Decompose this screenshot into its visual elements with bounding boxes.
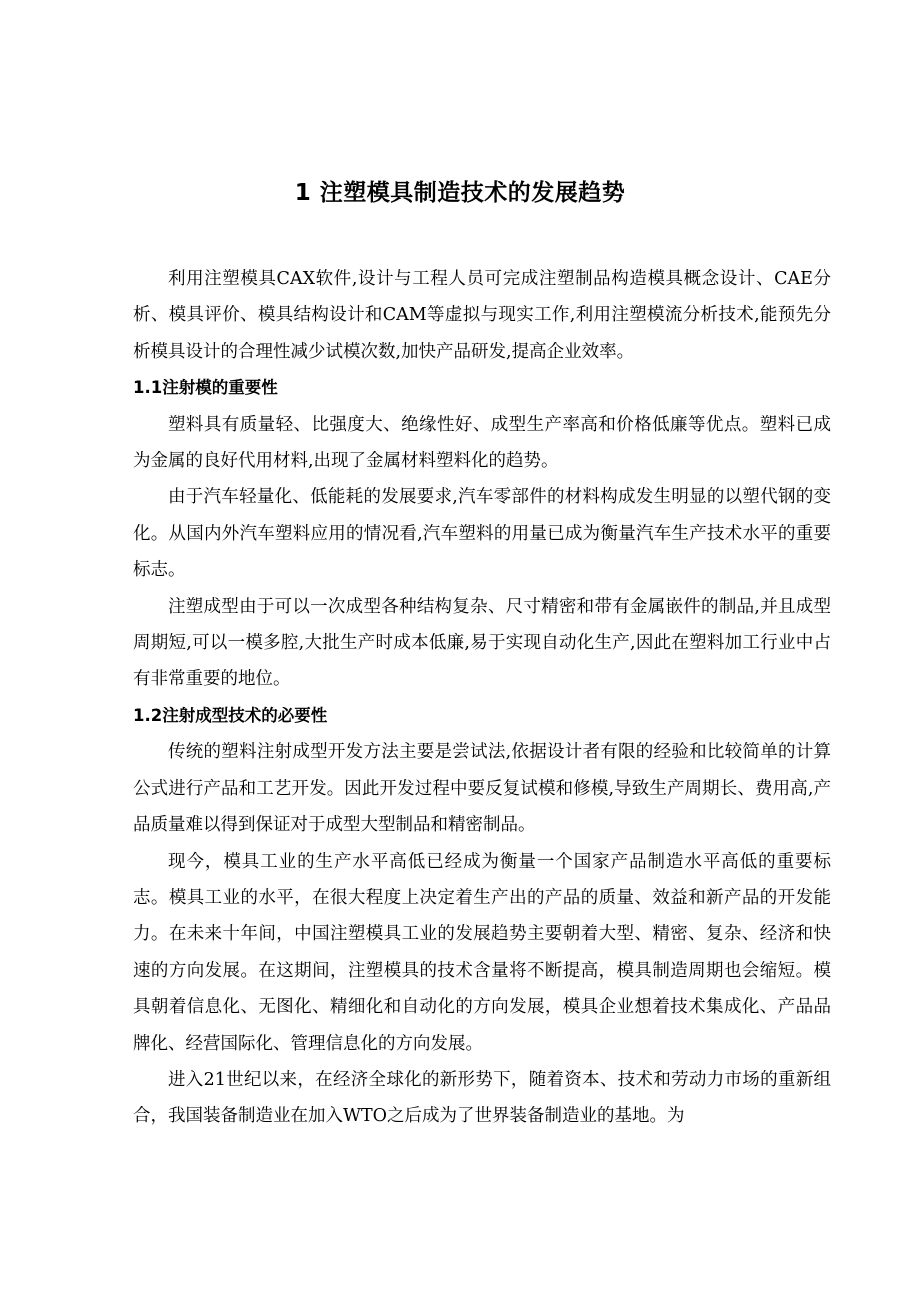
document-body [133,261,831,1135]
paragraph: 注塑成型由于可以一次成型各种结构复杂、尺寸精密和带有金属嵌件的制品,并且成型周期短,可以一模多腔,大批生产时成本低廉,易于实现自动化生产,因此在塑料加工行业中占有非常重要的地位。 [133,596,831,690]
paragraph: 现今，模具工业的生产水平高低已经成为衡量一个国家产品制造水平高低的重要标志。模具工业的水平，在很大程度上决定着生产出的产品的质量、效益和新产品的开发能力。在未来十年间，中国注塑模具工业的发展趋势主要朝着大型、精密、复杂、经济和快速的方向发展。在这期间，注塑模具的技术含量将不断提高，模具制造周期也会缩短。模具朝着信息化、无图化、精细化和自动化的方向发展，模具企业想着技术集成化、产品品牌化、经营国际化、管理信息化的方向发展。 [133,851,831,1054]
paragraph: 利用注塑模具CAX软件,设计与工程人员可完成注塑制品构造模具概念设计、CAE分析、模具评价、模具结构设计和CAM等虚拟与现实工作,利用注塑模流分析技术,能预先分析模具设计的合理性减少试模次数,加快产品研发,提高企业效率。 [133,269,831,362]
paragraph: 塑料具有质量轻、比强度大、绝缘性好、成型生产率高和价格低廉等优点。塑料已成为金属的良好代用材料,出现了金属材料塑料化的趋势。 [133,414,831,472]
section-heading: 1.2注射成型技术的必要性 [133,705,328,725]
paragraph: 传统的塑料注射成型开发方法主要是尝试法,依据设计者有限的经验和比较简单的计算公式进行产品和工艺开发。因此开发过程中要反复试模和修模,导致生产周期长、费用高,产品质量难以得到保证对于成型大型制品和精密制品。 [133,742,831,836]
paragraph: 进入21世纪以来，在经济全球化的新形势下，随着资本、技术和劳动力市场的重新组合，我国装备制造业在加入WTO之后成为了世界装备制造业的基地。为 [133,1069,831,1127]
section-heading: 1.1注射模的重要性 [133,378,278,398]
paragraph: 由于汽车轻量化、低能耗的发展要求,汽车零部件的材料构成发生明显的以塑代钢的变化。从国内外汽车塑料应用的情况看,汽车塑料的用量已成为衡量汽车生产技术水平的重要标志。 [133,487,831,581]
page-title: 1 注塑模具制造技术的发展趋势 [294,180,626,206]
